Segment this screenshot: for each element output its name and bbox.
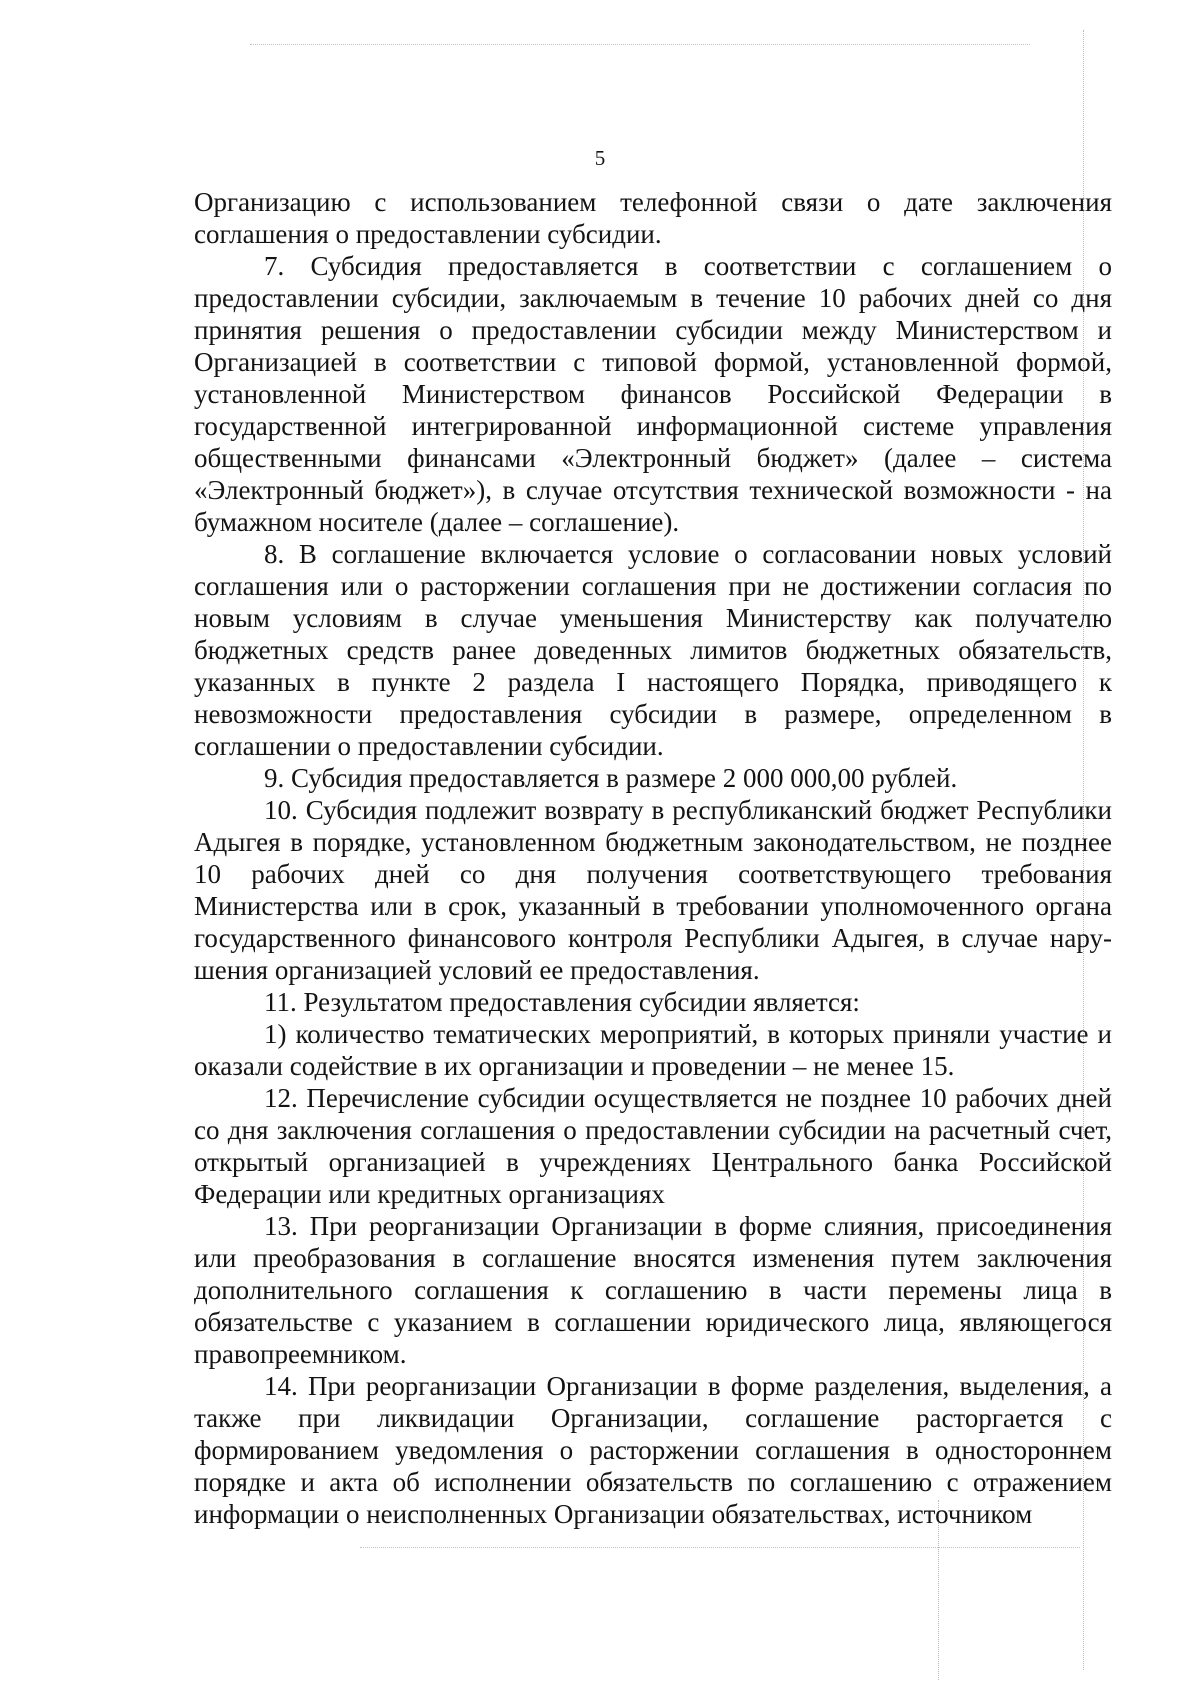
paragraph-10: 10. Субсидия подлежит возврату в республиканский бюджет Республики Адыгея в порядке, установленном бюджетным законодательством, не позднее 10 рабочих дней со дня получения соответствующего требования Министерства или в срок, указанный в требовании уполномоченного органа государственного финансового контроля Республики Адыгея, в случае нарушения организацией условий ее предоставления. (194, 795, 1112, 985)
page-number: 5 (594, 146, 606, 170)
paragraph-13: 13. При реорганизации Организации в форме слияния, присоединения или преобразования в соглашение вносятся изменения путем заключения дополнительного соглашения к соглашению в части перемены лица в обязательстве с указанием в соглашении юридического лица, являющегося правопреемником. (194, 1211, 1112, 1369)
scan-artifact-top (250, 44, 1030, 45)
paragraph-11: 11. Результатом предоставления субсидии является: (264, 987, 860, 1017)
paragraph-7: 7. Субсидия предоставляется в соответствии с соглашением о предоставлении субсидии, заключаемым в течение 10 рабочих дней со дня принятия решения о предоставлении субсидии между Министерством и Организацией в соответствии с типовой формой, установленной формой, установленной Министерством финансов Российской Федерации в государственной интегрированной информационной системе управления общественными финансами «Электронный бюджет» (далее – система «Электронный бюджет»), в случае отсутствия технической возможности - на бумажном носителе (далее – соглашение). (194, 251, 1112, 537)
paragraph-12: 12. Перечисление субсидии осуществляется не позднее 10 рабочих дней со дня заключения соглашения о предоставлении субсидии на расчетный счет, открытый организацией в учреждениях Центрального банка Российской Федерации или кредитных организациях (194, 1083, 1112, 1209)
scan-artifact-bottom (360, 1547, 1080, 1548)
paragraph-14: 14. При реорганизации Организации в форме разделения, выделения, а также при ликвидации Организации, соглашение расторгается с формированием уведомления о расторжении соглашения в одностороннем порядке и акта об исполнении обязательств по соглашению с отражением информации о неисполненных Организации обязательствах, источником (194, 1371, 1112, 1529)
paragraph-9: 9. Субсидия предоставляется в размере 2 000 000,00 рублей. (264, 763, 958, 793)
document-body (194, 186, 1112, 1530)
paragraph-8: 8. В соглашение включается условие о согласовании новых условий соглашения или о расторжении соглашения при не достижении согласия по новым условиям в случае уменьшения Министерству как получателю бюджетных средств ранее доведенных лимитов бюджетных обязательств, указанных в пункте 2 раздела I настоящего Порядка, приводящего к невозможности предоставления субсидии в размере, определенном в соглашении о предоставлении субсидии. (194, 539, 1112, 761)
paragraph-continuation: Организацию с использованием телефонной связи о дате заключения соглашения о предоставлении субсидии. (194, 187, 1112, 249)
paragraph-11-item-1: 1) количество тематических мероприятий, в которых приняли участие и оказали содействие в их организации и проведении – не менее 15. (194, 1019, 1112, 1081)
